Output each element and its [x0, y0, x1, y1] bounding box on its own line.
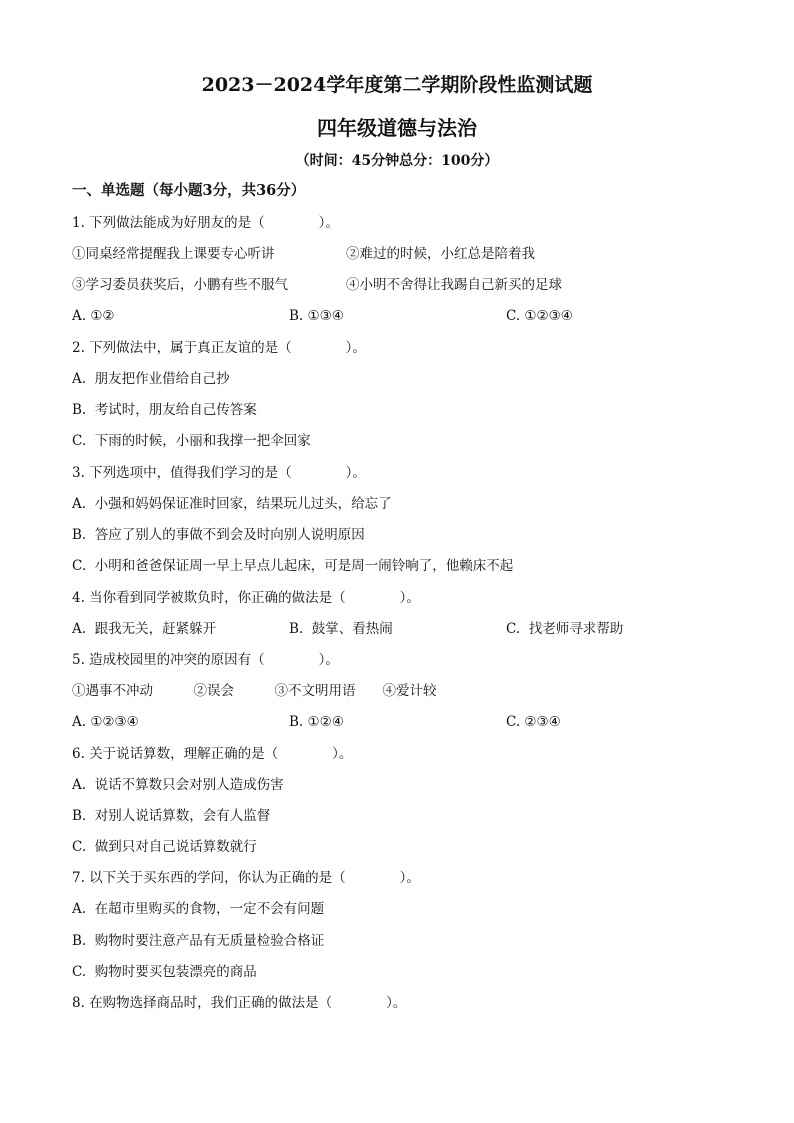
question-2-option-b: B. 考试时，朋友给自己传答案 [72, 402, 257, 418]
exam-meta: （时间：45分钟总分：100分） [295, 153, 499, 169]
question-3-option-b: B. 答应了别人的事做不到会及时向别人说明原因 [72, 527, 365, 543]
question-6-option-a: A. 说话不算数只会对别人造成伤害 [72, 777, 284, 793]
question-3-option-c: C. 小明和爸爸保证周一早上早点儿起床，可是周一闹铃响了，他赖床不起 [72, 558, 514, 574]
question-1-option-b: B. ①③④ [289, 308, 344, 324]
question-4-stem: 4. 当你看到同学被欺负时，你正确的做法是（ ）。 [72, 590, 420, 606]
question-7-option-a: A. 在超市里购买的食物，一定不会有问题 [72, 901, 325, 917]
question-2-stem: 2. 下列做法中，属于真正友谊的是（ ）。 [72, 340, 366, 356]
question-3-option-a: A. 小强和妈妈保证准时回家，结果玩儿过头，给忘了 [72, 496, 392, 512]
question-6-stem: 6. 关于说话算数，理解正确的是（ ）。 [72, 746, 353, 762]
question-1-item-2: ②难过的时候，小红总是陪着我 [346, 246, 535, 262]
question-1-item-3: ③学习委员获奖后，小鹏有些不服气 [72, 277, 288, 293]
exam-title: 2023－2024学年度第二学期阶段性监测试题 [201, 74, 593, 96]
question-1-item-1: ①同桌经常提醒我上课要专心听讲 [72, 246, 275, 262]
question-5-option-c: C. ②③④ [506, 714, 561, 730]
question-2-option-a: A. 朋友把作业借给自己抄 [72, 371, 230, 387]
question-2-option-c: C. 下雨的时候，小丽和我撑一把伞回家 [72, 433, 311, 449]
question-7-option-b: B. 购物时要注意产品有无质量检验合格证 [72, 933, 325, 949]
question-4-option-b: B. 鼓掌、看热闹 [289, 621, 393, 637]
question-5-stem: 5. 造成校园里的冲突的原因有（ ）。 [72, 652, 339, 668]
question-7-stem: 7. 以下关于买东西的学问，你认为正确的是（ ）。 [72, 870, 420, 886]
question-5-option-b: B. ①②④ [289, 714, 344, 730]
question-3-stem: 3. 下列选项中，值得我们学习的是（ ）。 [72, 465, 366, 481]
question-5-option-a: A. ①②③④ [72, 714, 139, 730]
exam-subject: 四年级道德与法治 [317, 116, 477, 140]
question-5-items: ①遇事不冲动 ②误会 ③不文明用语 ④爱计较 [72, 683, 437, 699]
question-1-option-c: C. ①②③④ [506, 308, 573, 324]
question-4-option-a: A. 跟我无关，赶紧躲开 [72, 621, 217, 637]
question-7-option-c: C. 购物时要买包装漂亮的商品 [72, 964, 257, 980]
section-heading: 一、单选题（每小题3分，共36分） [72, 182, 306, 199]
question-1-stem: 1. 下列做法能成为好朋友的是（ ）。 [72, 215, 339, 231]
question-6-option-c: C. 做到只对自己说话算数就行 [72, 839, 257, 855]
question-8-stem: 8. 在购物选择商品时，我们正确的做法是（ ）。 [72, 995, 407, 1011]
question-6-option-b: B. 对别人说话算数，会有人监督 [72, 808, 271, 824]
question-4-option-c: C. 找老师寻求帮助 [506, 621, 624, 637]
question-1-option-a: A. ①② [72, 308, 115, 324]
question-1-item-4: ④小明不舍得让我踢自己新买的足球 [346, 277, 562, 293]
